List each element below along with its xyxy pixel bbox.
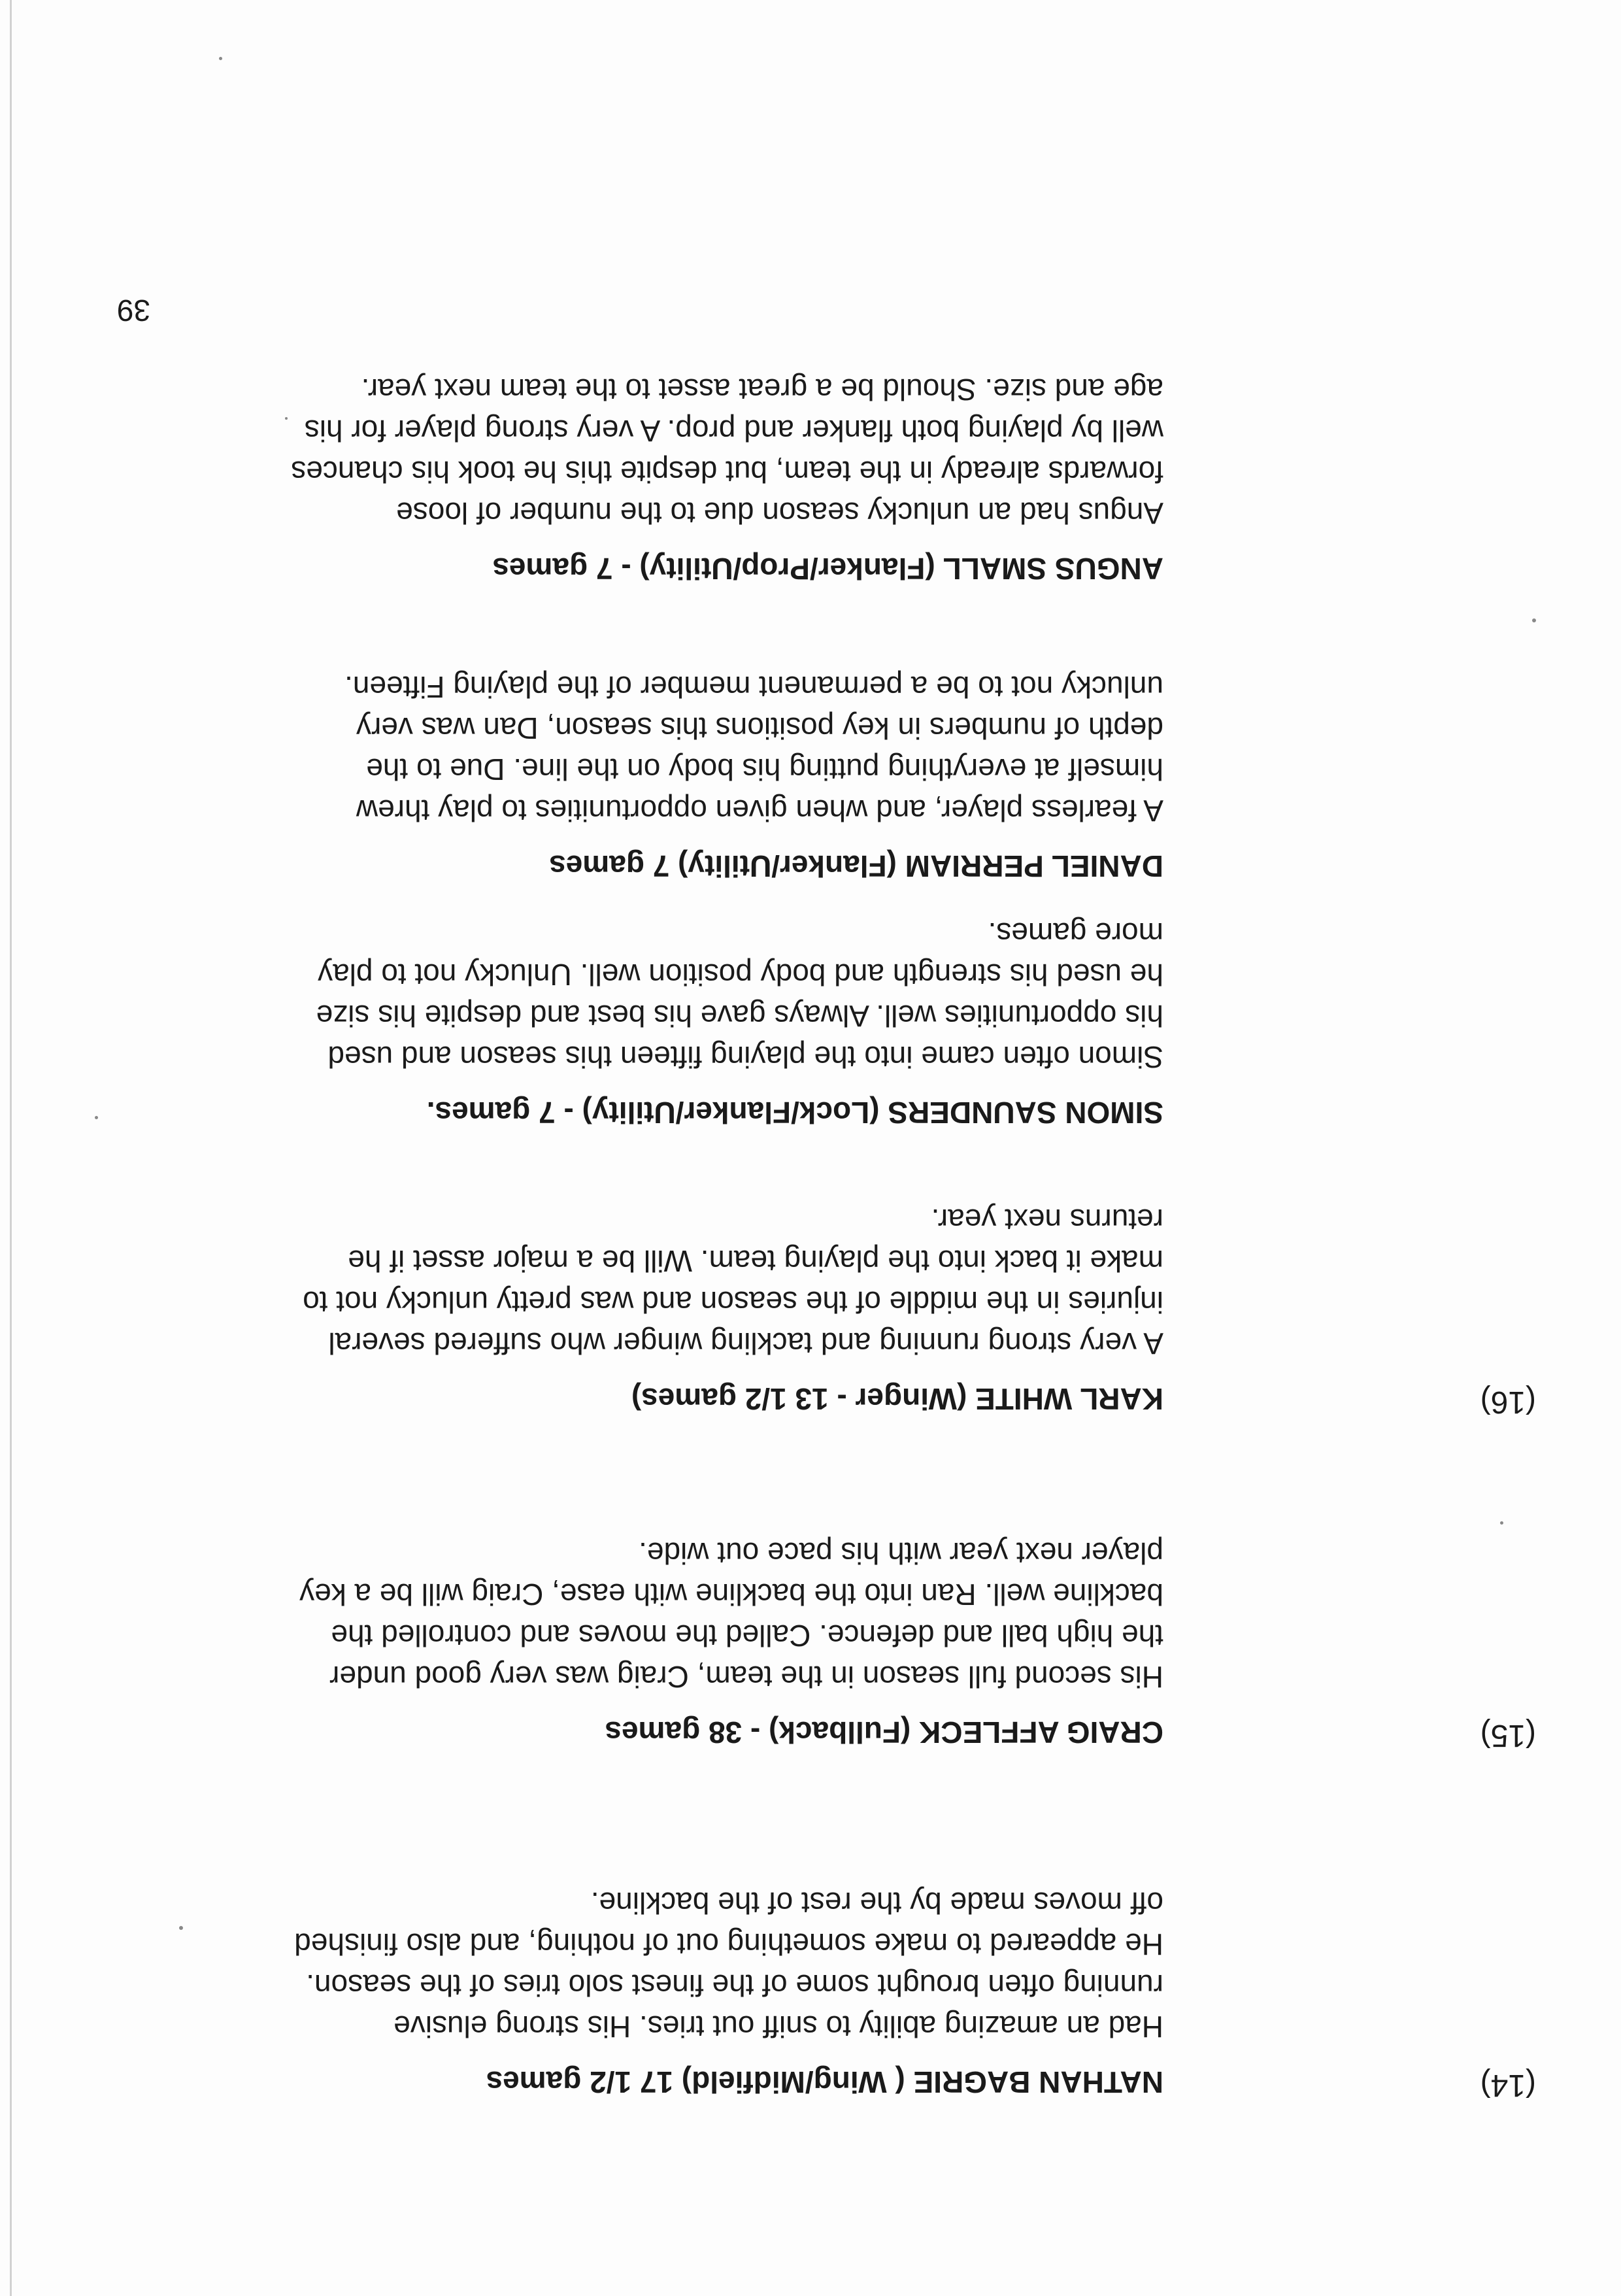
player-description: A very strong running and tackling winger who suffered several injuries in the middle of the season and was pretty unlucky not to make it back into the playing team. Will be a major asset if he returns next year. — [303, 1203, 1163, 1360]
player-entry-karl-white — [288, 1199, 1536, 1420]
player-description: His second full season in the team, Craig was very good under the high ball and defence. Called the moves and controlled the backline well. Ran into the backline with ease, Craig will be a key player next year with his pace out wide. — [299, 1536, 1163, 1694]
scan-speck — [95, 1116, 98, 1119]
player-heading: ANGUS SMALL (Flanker/Prop/Utility) - 7 games — [492, 552, 1163, 586]
scan-speck — [219, 57, 222, 60]
scan-speck — [1500, 1521, 1503, 1525]
player-heading: KARL WHITE (Winger - 13 1/2 games) — [631, 1382, 1163, 1416]
page-number: 39 — [116, 294, 150, 328]
scan-speck — [179, 1926, 183, 1930]
scan-edge-line — [10, 0, 12, 2296]
player-description: Simon often came into the playing fifteen this season and used his opportunities well. Always gave his best and despite his size he used his strength and body position well. Unlucky not to play more games. — [316, 917, 1163, 1074]
player-description: A fearless player, and when given opportunities to play threw himself at everything putting his body on the line. Due to the depth of numbers in key positions this season, Dan was very unlucky not to be a permanent member of the playing Fifteen. — [344, 670, 1163, 828]
player-description: Angus had an unlucky season due to the number of loose forwards already in the team, but despite this he took his chances well by playing both flanker and prop. A very strong player for his age and size. Should be a great asset to the team next year. — [291, 373, 1163, 530]
entry-number: (16) — [1480, 1385, 1536, 1419]
player-heading: DANIEL PERRIAM (Flanker/Utility) 7 games — [549, 849, 1163, 883]
player-entry-simon-saunders — [288, 913, 1163, 1134]
entry-number: (14) — [1480, 2068, 1536, 2102]
player-heading: SIMON SAUNDERS (Lock/Flanker/Utility) - 7 games. — [426, 1096, 1163, 1130]
player-entry-nathan-bagrie — [288, 1882, 1536, 2103]
player-heading: NATHAN BAGRIE ( Wing/Midfield) 17 1/2 games — [486, 2065, 1163, 2099]
scan-speck — [1532, 618, 1536, 622]
player-entry-daniel-perriam — [288, 666, 1163, 887]
entry-number: (15) — [1480, 1718, 1536, 1753]
player-description: Had an amazing ability to sniff out tries. His strong elusive running often brought some of the finest solo tries of the season. He appeared to make something out of nothing, and also finished off moves made by the rest of the backline. — [294, 1886, 1163, 2044]
player-entry-craig-affleck — [288, 1532, 1536, 1753]
player-entry-angus-small — [288, 369, 1163, 590]
scan-speck — [285, 417, 288, 420]
player-heading: CRAIG AFFLECK (Fullback) - 38 games — [605, 1715, 1163, 1749]
